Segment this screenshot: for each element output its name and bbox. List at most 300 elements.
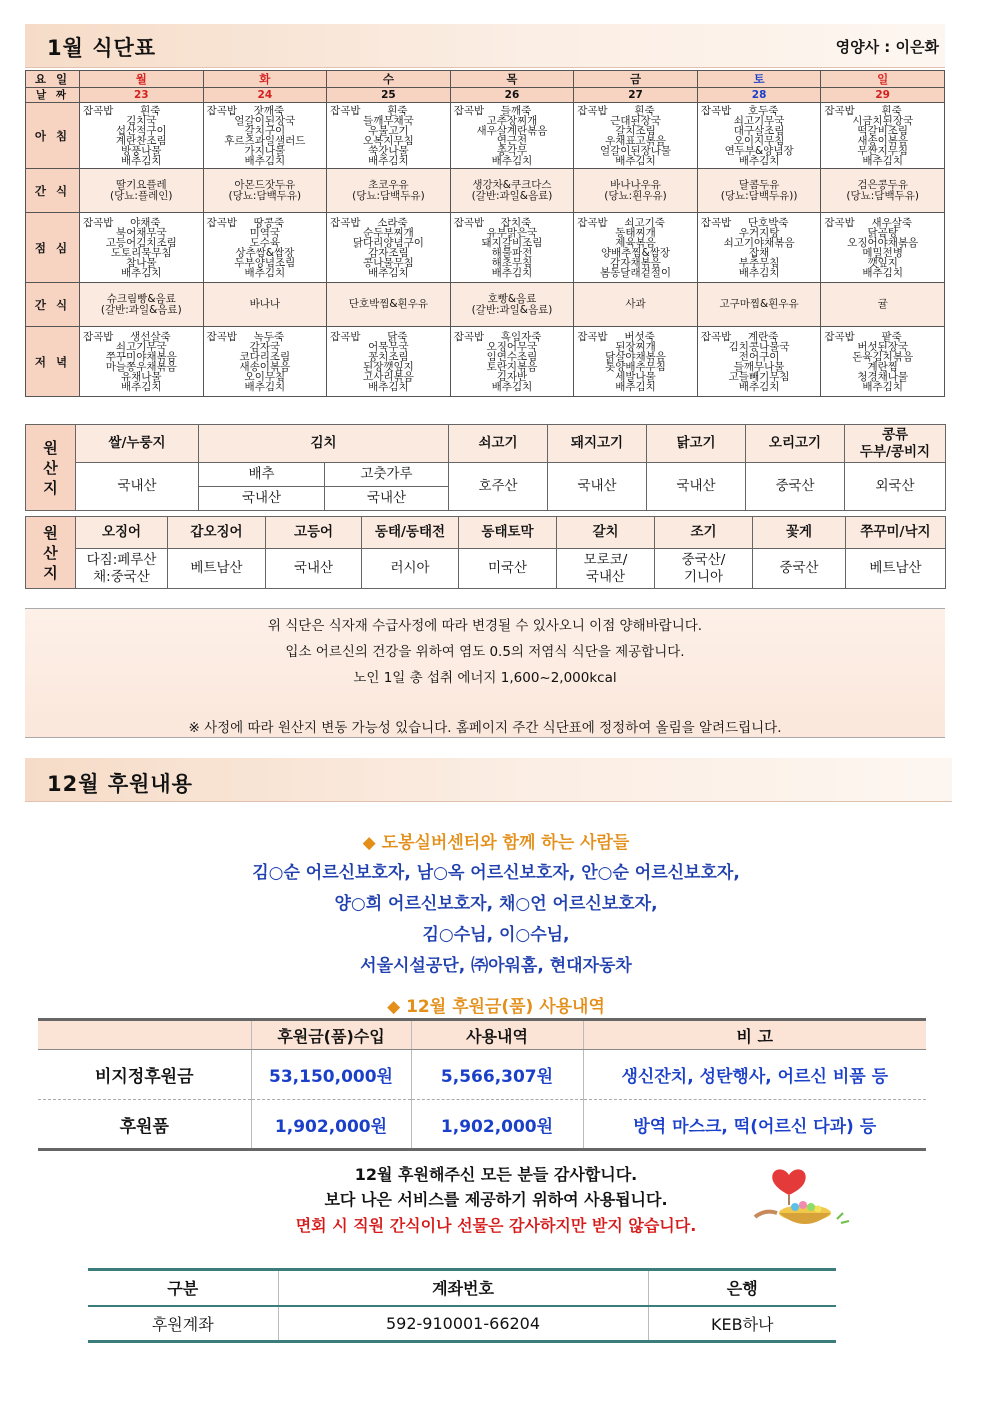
origin2-head-cell: 쭈꾸미/낙지 [846, 517, 946, 549]
menu-item: 닭곰탕 [867, 226, 898, 239]
menu-cell [697, 169, 821, 213]
menu-item: 배추김치 [368, 266, 409, 279]
menu-cell [203, 169, 327, 213]
meal-label: 점 심 [26, 213, 80, 283]
origin2-value-line: 베트남산 [869, 560, 922, 576]
menu-item: 갈치구이 [244, 124, 286, 137]
origin-head-duck: 오리고기 [746, 425, 845, 463]
menu-item: 꽁치조림 [368, 350, 409, 363]
thanks-line-1: 12월 후원해주신 모든 분들 감사합니다. [354, 1165, 638, 1184]
menu-item: 들깨무채국 [363, 114, 414, 127]
menu-item: 방풍나물 [120, 144, 162, 157]
menu-item: 잡곡밥 흑임자죽 [453, 330, 542, 343]
menu-item: 검은콩두유 [857, 178, 909, 191]
menu-item: 잡곡밥 흰죽 [330, 104, 408, 117]
day-cell: 일 [821, 71, 945, 88]
menu-cell [697, 103, 821, 169]
menu-item: 사과 [625, 298, 646, 310]
day-cell: 수 [327, 71, 451, 88]
menu-item: 배추김치 [738, 266, 780, 279]
menu-item: 잡곡밥 흰죽 [824, 104, 902, 117]
menu-item: 봄동달래겉절이 [600, 266, 672, 279]
menu-item: 김자반 [496, 370, 528, 383]
origin-head-kimchi: 김치 [199, 425, 449, 463]
menu-cell [821, 327, 945, 397]
notice-line-2: 입소 어르신의 건강을 위하여 염도 0.5의 저염식 식단을 제공합니다. [285, 644, 685, 660]
usage-row-income: 53,150,000원 [251, 1050, 411, 1100]
notice-line-1: 위 식단은 식자재 수급사정에 따라 변경될 수 있사오니 이점 양해바랍니다. [267, 618, 703, 634]
menu-item: 호빵&음료 [487, 292, 537, 305]
gift-basket-icon [745, 1165, 855, 1235]
menu-row [26, 169, 945, 213]
menu-item: 잡곡밥 단호박죽 [700, 216, 789, 229]
day-cell: 월 [80, 71, 204, 88]
origin2-value-cell [168, 549, 266, 589]
menu-cell [574, 283, 698, 327]
date-cell: 28 [697, 88, 821, 103]
menu-cell [574, 327, 698, 397]
menu-item: 배추김치 [244, 266, 286, 279]
table-row [38, 1050, 926, 1100]
origin2-value-line: 미국산 [487, 560, 528, 576]
origin2-value-cell [655, 549, 753, 589]
origin2-head-cell: 꽃게 [753, 517, 846, 549]
menu-item: 고추장찌개 [486, 114, 538, 127]
date-cell: 26 [450, 88, 574, 103]
menu-item: 잡곡밥 흰죽 [577, 104, 655, 117]
origin-head-chicken: 닭고기 [647, 425, 746, 463]
account-head-number: 계좌번호 [278, 1270, 648, 1306]
origin2-value-line: 중국산 [779, 560, 819, 576]
menu-cell [327, 103, 451, 169]
menu-item: 잡곡밥 계란죽 [700, 330, 779, 343]
date-cell: 29 [821, 88, 945, 103]
day-label: 요 일 [26, 71, 80, 88]
menu-item: 배추김치 [120, 380, 162, 393]
menu-item: 두부양념조림 [234, 256, 296, 269]
menu-item: 새송이볶음 [857, 134, 909, 147]
usage-row-income: 1,902,000원 [251, 1100, 411, 1150]
origin-head-beans-sub: 두부/콩비지 [859, 443, 931, 460]
origin-head-beef: 쇠고기 [449, 425, 548, 463]
origin2-value-cell [846, 549, 946, 589]
usage-head-blank [38, 1020, 251, 1050]
origin2-value-line: 국내산 [293, 560, 334, 576]
date-cell: 25 [327, 88, 451, 103]
sponsors-title: ◆ 도봉실버센터와 함께 하는 사람들 [362, 833, 630, 853]
origin2-head-cell: 동태/동태전 [362, 517, 459, 549]
menu-item: 쇠고기무국 [115, 340, 167, 353]
menu-item: 상추쌈&쌈장 [235, 246, 295, 259]
menu-item: 동태찌개 [615, 226, 656, 239]
origin2-value-cell [557, 549, 655, 589]
origin-val-beef: 호주산 [449, 463, 548, 511]
origin2-value-line: 중국산/ [681, 551, 726, 568]
menu-item: (당뇨:흰우유) [604, 189, 667, 202]
menu-item: 순두부찌개 [363, 226, 414, 239]
origin-val-duck: 중국산 [746, 463, 845, 511]
menu-item: 잡곡밥 생선살죽 [83, 330, 171, 343]
origin-label-char: 원 [43, 438, 58, 457]
menu-item: 콩나물무침 [363, 256, 414, 269]
origin-table-1 [25, 424, 946, 511]
menu-cell [80, 103, 204, 169]
menu-cell [821, 169, 945, 213]
menu-item: 배추김치 [615, 380, 656, 393]
origin-sub-pepper: 고춧가루 [325, 463, 449, 487]
menu-cell [80, 327, 204, 397]
usage-row-memo: 방역 마스크, 떡(어르신 다과) 등 [583, 1100, 926, 1150]
origin-label-char: 지 [43, 563, 58, 582]
menu-item: 미역국 [249, 226, 281, 239]
origin-val-rice: 국내산 [76, 463, 199, 511]
origin2-value-line: 국내산 [585, 568, 626, 585]
menu-item: 섭산적구이 [115, 124, 167, 137]
menu-item: 유채나물 [120, 370, 162, 383]
origin2-value-cell [362, 549, 459, 589]
thanks-line-3: 면회 시 직원 간식이나 선물은 감사하지만 받지 않습니다. [295, 1216, 697, 1235]
menu-item: 마늘쫑우채볶음 [105, 360, 177, 373]
menu-item: 잡곡밥 땅콩죽 [206, 216, 285, 229]
menu-item: 연두부&양념장 [724, 144, 794, 157]
menu-item: 배추김치 [738, 154, 780, 167]
menu-item: 얼갈이된장나물 [600, 144, 672, 157]
menu-item: 오징어야채볶음 [847, 236, 919, 249]
menu-cell [203, 103, 327, 169]
origin-head-beans [845, 425, 946, 463]
usage-row-label: 후원품 [38, 1100, 251, 1150]
day-cell: 금 [574, 71, 698, 88]
menu-item: 배추김치 [862, 266, 903, 279]
menu-item: 생강차&쿠크다스 [472, 178, 552, 191]
menu-cell [327, 169, 451, 213]
menu-item: 새우살계란볶음 [476, 124, 548, 137]
table-row [88, 1306, 836, 1342]
account-type: 후원계좌 [88, 1306, 278, 1342]
menu-cell [203, 213, 327, 283]
menu-item: 새송이볶음 [239, 360, 291, 373]
sponsor-line-4: 서울시설공단, ㈜아워홈, 현대자동차 [360, 956, 632, 976]
account-number: 592-910001-66204 [278, 1306, 648, 1342]
menu-item: 양배추찜&쌈장 [601, 246, 671, 259]
menu-item: 쑥갓나물 [368, 144, 409, 157]
menu-cell [80, 169, 204, 213]
menu-item: 배추김치 [120, 154, 162, 167]
origin-head-beans-title: 콩류 [881, 426, 909, 443]
menu-item: 메밀전병 [862, 246, 903, 259]
menu-item: 해물파전 [491, 246, 533, 259]
origin-label-char: 지 [43, 478, 58, 497]
account-head-type: 구분 [88, 1270, 278, 1306]
menu-item: 잡곡밥 호두죽 [700, 104, 779, 117]
menu-item: 잡곡밥 야채죽 [83, 216, 161, 229]
menu-item: 도수육 [249, 236, 281, 249]
menu-date-row [26, 88, 945, 103]
menu-item: 아몬드잣두유 [234, 178, 296, 191]
menu-item: 시금치된장국 [852, 114, 914, 127]
menu-table [25, 70, 945, 397]
account-bank: KEB하나 [648, 1306, 836, 1342]
menu-item: 톳양배추무침 [605, 360, 666, 373]
menu-item: 잡곡밥 쇠고기죽 [577, 216, 665, 229]
menu-item: 오이무침 [244, 370, 286, 383]
usage-head-income: 후원금(품)수입 [251, 1020, 411, 1050]
sponsor-header [25, 758, 952, 802]
menu-item: 잡곡밥 팥죽 [824, 330, 902, 343]
menu-item: 북어채무국 [115, 226, 167, 239]
menu-item: 오이지무침 [733, 134, 785, 147]
menu-item: 버섯된장국 [857, 340, 909, 353]
dietitian-label: 영양사 : 이은화 [835, 38, 939, 56]
menu-item: 바나나 [249, 298, 281, 310]
origin2-value-cell [76, 549, 168, 589]
menu-header [25, 24, 945, 68]
menu-item: 참나물 [126, 256, 157, 269]
origin-label-2 [26, 517, 76, 589]
menu-item: 감자조림 [368, 246, 409, 259]
menu-item: 잡곡밥 녹두죽 [206, 330, 285, 343]
menu-cell [450, 213, 574, 283]
menu-item: 잡곡밥 새우살죽 [824, 216, 913, 229]
menu-item: 달콤두유 [738, 178, 780, 191]
menu-item: (당뇨:담백두유) [846, 189, 919, 202]
menu-item: 계란찜 [867, 360, 898, 373]
menu-item: 우채표고볶음 [605, 134, 666, 147]
menu-item: 쇠고기야채볶음 [723, 236, 795, 249]
usage-title: ◆ 12월 후원금(품) 사용내역 [387, 997, 605, 1017]
menu-item: 단호박찜&흰우유 [348, 298, 428, 310]
menu-item: 딸기요플레 [115, 178, 167, 191]
menu-item: 어묵무국 [368, 340, 409, 353]
menu-item: 무짠지무침 [857, 144, 909, 157]
menu-item: 배추김치 [615, 154, 656, 167]
origin-label-char: 산 [43, 543, 58, 562]
menu-cell [697, 327, 821, 397]
menu-cell [450, 103, 574, 169]
account-table [88, 1268, 836, 1343]
menu-cell [450, 283, 574, 327]
menu-item: 오징어무국 [486, 340, 538, 353]
usage-head-spent: 사용내역 [411, 1020, 583, 1050]
origin-val-pork: 국내산 [548, 463, 647, 511]
menu-item: (갈반:과일&음료) [471, 303, 553, 316]
usage-row-label: 비지정후원금 [38, 1050, 251, 1100]
origin2-value-line: 기니아 [683, 568, 724, 585]
origin-label-char: 산 [43, 458, 58, 477]
menu-item: 배추김치 [862, 154, 903, 167]
origin-sub-cabbage: 배추 [199, 463, 325, 487]
table-row [38, 1100, 926, 1150]
menu-cell [697, 213, 821, 283]
origin-table-2 [25, 516, 946, 589]
menu-item: 배추김치 [368, 380, 409, 393]
sponsor-title: 12월 후원내용 [47, 772, 193, 796]
meal-label: 간 식 [26, 169, 80, 213]
date-cell: 24 [203, 88, 327, 103]
menu-item: 근대된장국 [610, 114, 661, 127]
menu-row [26, 283, 945, 327]
menu-item: 연근전 [496, 134, 528, 147]
menu-item: 후르츠과일샐러드 [224, 134, 306, 147]
origin2-value-line: 다짐:페루산 [86, 551, 157, 568]
menu-item: 잡곡밥 소라죽 [330, 216, 408, 229]
origin-val-chicken: 국내산 [647, 463, 746, 511]
menu-item: 닭다리양념구이 [352, 236, 424, 249]
menu-item: (갈반:과일&음료) [100, 303, 182, 316]
day-cell: 토 [697, 71, 821, 88]
menu-item: 갈치조림 [615, 124, 656, 137]
menu-item: 슈크림빵&음료 [106, 292, 176, 305]
menu-item: (당뇨:담백두유) [352, 189, 425, 202]
sponsor-line-3: 김○수님, 이○수님, [422, 925, 570, 945]
menu-cell [80, 213, 204, 283]
menu-item: 잡곡밥 닭죽 [330, 330, 408, 343]
menu-item: 전어구이 [738, 350, 780, 363]
menu-item: 배추김치 [244, 380, 286, 393]
menu-item: 제육볶음 [615, 236, 656, 249]
sponsor-line-2: 양○희 어르신보호자, 채○언 어르신보호자, [334, 894, 658, 914]
menu-item: 고들빼기무침 [728, 370, 790, 383]
menu-item: 청경채나물 [857, 370, 909, 383]
menu-item: 잡곡밥 들깨죽 [453, 104, 532, 117]
origin2-value-cell [266, 549, 362, 589]
menu-item: 들깨무나물 [733, 360, 785, 373]
origin2-value-cell [459, 549, 557, 589]
menu-cell [450, 327, 574, 397]
menu-item: 배추김치 [491, 266, 533, 279]
account-head-bank: 은행 [648, 1270, 836, 1306]
origin2-value-line: 러시아 [390, 560, 430, 576]
menu-cell [327, 213, 451, 283]
origin2-head-cell: 고등어 [266, 517, 362, 549]
menu-row [26, 213, 945, 283]
origin2-head-cell: 동태토막 [459, 517, 557, 549]
menu-item: 쭈꾸미야채볶음 [105, 350, 177, 363]
menu-row [26, 327, 945, 397]
thanks-line-2: 보다 나은 서비스를 제공하기 위하여 사용됩니다. [324, 1190, 668, 1209]
origin-val-beans: 외국산 [845, 463, 946, 511]
origin2-value-cell [753, 549, 846, 589]
menu-item: 고사리볶음 [363, 370, 414, 383]
origin-label-1 [26, 425, 76, 511]
origin-label-char: 원 [43, 523, 58, 542]
date-label: 날 짜 [26, 88, 80, 103]
meal-label: 저 녁 [26, 327, 80, 397]
menu-item: 총각무 [496, 144, 528, 157]
notice-line-3: 노인 1일 총 섭취 에너지 1,600~2,000kcal [353, 670, 617, 686]
menu-cell [327, 283, 451, 327]
usage-table [38, 1018, 926, 1151]
menu-item: 유부맑은국 [486, 226, 538, 239]
menu-item: 잡곡밥 흰죽 [83, 104, 161, 117]
menu-item: 부추무침 [738, 256, 780, 269]
menu-item: 배추김치 [491, 380, 533, 393]
menu-cell [450, 169, 574, 213]
origin2-value-line: 모로코/ [583, 551, 628, 568]
usage-head-memo: 비 고 [583, 1020, 926, 1050]
menu-item: 고등어김치조림 [105, 236, 177, 249]
notice-line-4: ※ 사정에 따라 원산지 변동 가능성 있습니다. 홈페이지 주간 식단표에 정정하여 올림을 알려드립니다. [188, 720, 782, 736]
origin2-value-line: 베트남산 [190, 560, 243, 576]
menu-item: 해초무침 [491, 256, 533, 269]
usage-row-memo: 생신잔치, 성탄행사, 어르신 비품 등 [583, 1050, 926, 1100]
menu-item: 배추김치 [368, 154, 409, 167]
menu-item: (당뇨:플레인) [110, 189, 173, 202]
menu-item: 배추김치 [244, 154, 286, 167]
menu-item: 임연수조림 [486, 350, 538, 363]
menu-item: 돼지갈비조림 [481, 236, 543, 249]
date-cell: 23 [80, 88, 204, 103]
menu-cell [203, 327, 327, 397]
menu-day-row [26, 71, 945, 88]
menu-item: 김치국 [126, 114, 157, 127]
menu-item: 떡갈비조림 [857, 124, 909, 137]
menu-item: 계란찬조림 [115, 134, 167, 147]
menu-item: (당뇨:담백두유)) [720, 189, 798, 202]
menu-item: 고구마찜&흰우유 [719, 298, 799, 310]
menu-cell [80, 283, 204, 327]
menu-item: 감자채볶음 [610, 256, 661, 269]
menu-item: 깻잎지 [867, 256, 898, 269]
origin2-head-cell: 오징어 [76, 517, 168, 549]
menu-item: 잡채 [748, 246, 770, 259]
menu-item: 배추김치 [120, 266, 162, 279]
menu-item: 초코우유 [368, 178, 409, 191]
menu-cell [821, 283, 945, 327]
menu-cell [821, 103, 945, 169]
menu-cell [697, 283, 821, 327]
menu-item: 돈육김치볶음 [852, 350, 914, 363]
menu-item: 귤 [877, 298, 888, 310]
menu-item: 얼갈이된장국 [234, 114, 296, 127]
menu-title: 1월 식단표 [47, 36, 157, 60]
menu-item: 감자국 [249, 340, 281, 353]
menu-item: 오복지무침 [363, 134, 414, 147]
menu-item: 우거지탕 [738, 226, 780, 239]
usage-row-spent: 1,902,000원 [411, 1100, 583, 1150]
menu-item: 된장찌개 [615, 340, 656, 353]
menu-item: (갈반:과일&음료) [471, 189, 553, 202]
menu-notice [25, 608, 945, 738]
menu-item: 배추김치 [738, 380, 780, 393]
menu-cell [327, 327, 451, 397]
origin2-head-cell: 조기 [655, 517, 753, 549]
origin-val-pepper: 국내산 [325, 487, 449, 511]
meal-label: 간 식 [26, 283, 80, 327]
origin-val-cabbage: 국내산 [199, 487, 325, 511]
menu-item: 잡곡밥 잣깨죽 [206, 104, 285, 117]
menu-cell [574, 169, 698, 213]
menu-item: 된장깻잎지 [363, 360, 414, 373]
menu-item: 배추김치 [491, 154, 533, 167]
usage-row-spent: 5,566,307원 [411, 1050, 583, 1100]
menu-cell [574, 213, 698, 283]
origin2-head-cell: 갑오징어 [168, 517, 266, 549]
menu-item: 대구살조림 [733, 124, 785, 137]
meal-label: 아 침 [26, 103, 80, 169]
origin2-head-cell: 갈치 [557, 517, 655, 549]
menu-item: 코다리조림 [239, 350, 291, 363]
menu-item: 잡곡밥 버섯죽 [577, 330, 655, 343]
menu-item: 가지나물 [244, 144, 286, 157]
day-cell: 목 [450, 71, 574, 88]
menu-cell [203, 283, 327, 327]
menu-item: 쇠고기무국 [733, 114, 785, 127]
menu-item: 잡곡밥 잡치죽 [453, 216, 532, 229]
menu-cell [574, 103, 698, 169]
menu-item: 배추김치 [862, 380, 903, 393]
menu-row [26, 103, 945, 169]
